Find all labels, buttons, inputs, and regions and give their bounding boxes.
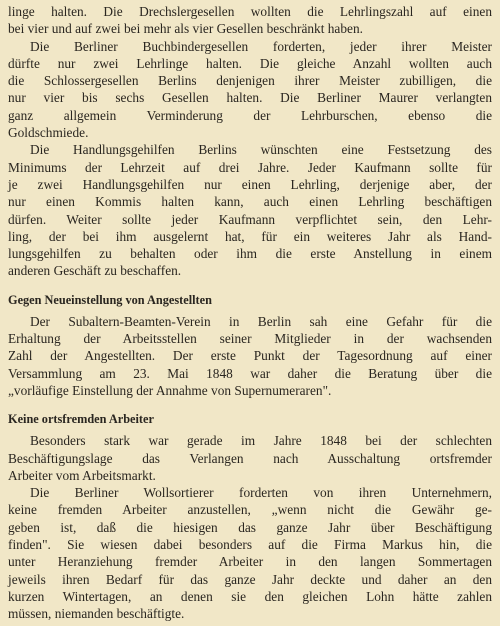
- paragraph-subaltern-beamten: [8, 313, 492, 399]
- text-line: „vorläufige Einstellung der Annahme von Supernumeraren".: [8, 382, 332, 398]
- text-line: lungsgehilfen zu behalten oder ihm die erste Anstellung in einem: [8, 246, 492, 262]
- text-line: keine fremden Arbeiter anzustellen, „wenn nicht die Gewähr ge-: [8, 502, 492, 518]
- text-line: Besonders stark war gerade im Jahre 1848 bei der schlechten: [30, 433, 492, 449]
- section-heading-neueinstellung: Gegen Neueinstellung von Angestellten: [8, 292, 212, 307]
- text-line: kurzen Wintertagen, an denen sie den gleichen Lohn hätte zahlen: [8, 588, 492, 604]
- text-line: anderen Geschäft zu beschaffen.: [8, 263, 182, 279]
- text-line: Goldschmiede.: [8, 125, 89, 141]
- text-line: unter Heranziehung fremder Arbeiter in den langen Sommertagen: [8, 554, 492, 570]
- text-line: dürfte nur zwei Lehrlinge halten. Die gleiche Anzahl wollten auch: [8, 55, 492, 71]
- text-line: müssen, niemanden beschäftigte.: [8, 606, 185, 622]
- paragraph-drechsler: [8, 3, 492, 38]
- text-line: je zwei Handlungsgehilfen nur einen Lehrling, derjenige aber, der: [8, 176, 492, 192]
- paragraph-buchbinder: [8, 38, 492, 142]
- section-heading-ortsfremde-arbeiter: Keine ortsfremden Arbeiter: [8, 412, 154, 427]
- text-line: dürfen. Weiter sollte jeder Kaufmann verpflichtet sein, den Lehr-: [8, 211, 492, 227]
- text-line: finden". Sie wiesen dabei besonders auf die Firma Markus hin, die: [8, 537, 492, 553]
- text-line: die Schlossergesellen Berlins denjenigen ihrer Meister zubilligen, die: [8, 73, 492, 89]
- paragraph-wollsortierer: [8, 484, 492, 622]
- text-line: geben ist, daß die hiesigen das ganze Jahr über Beschäftigung: [8, 519, 492, 535]
- text-line: Die Handlungsgehilfen Berlins wünschten eine Festsetzung des: [30, 142, 492, 158]
- text-line: nur vier bis sechs Gesellen halten. Die Berliner Maurer verlangten: [8, 90, 492, 106]
- text-line: Der Subaltern-Beamten-Verein in Berlin sah eine Gefahr für die: [30, 313, 492, 329]
- text-line: Zahl der Angestellten. Der erste Punkt der Tagesordnung auf einer: [8, 348, 492, 364]
- paragraph-beschaeftigungslage: [8, 432, 492, 484]
- text-line: linge halten. Die Drechslergesellen wollten die Lehrlingszahl auf einen: [8, 4, 492, 19]
- paragraph-handlungsgehilfen: [8, 141, 492, 279]
- text-line: Arbeiter vom Arbeitsmarkt.: [8, 467, 156, 483]
- text-line: Beschäftigungslage das Verlangen nach Ausschaltung ortsfremder: [8, 450, 492, 466]
- text-line: Minimums der Lehrzeit auf drei Jahre. Jeder Kaufmann sollte für: [8, 159, 492, 175]
- text-line: Erhaltung der Arbeitsstellen seiner Mitglieder in der wachsenden: [8, 331, 492, 347]
- text-line: bei vier und auf zwei bei mehr als vier Gesellen beschränkt haben.: [8, 21, 363, 37]
- text-line: Versammlung am 23. Mai 1848 war daher die Beratung über die: [8, 365, 492, 381]
- text-line: Die Berliner Buchbindergesellen forderten, jeder ihrer Meister: [30, 38, 492, 54]
- text-line: Die Berliner Wollsortierer forderten von ihren Unternehmern,: [30, 485, 492, 501]
- text-line: ling, der bei ihm ausgelernt hat, für ein weiteres Jahr als Hand-: [8, 228, 492, 244]
- text-line: jeweils ihren Bedarf für das ganze Jahr deckte und daher an den: [8, 571, 492, 587]
- text-line: nur einen Kommis halten kann, auch einen Lehrling beschäftigen: [8, 194, 492, 210]
- text-line: ganz allgemein Verminderung der Lehrburschen, ebenso die: [8, 107, 492, 123]
